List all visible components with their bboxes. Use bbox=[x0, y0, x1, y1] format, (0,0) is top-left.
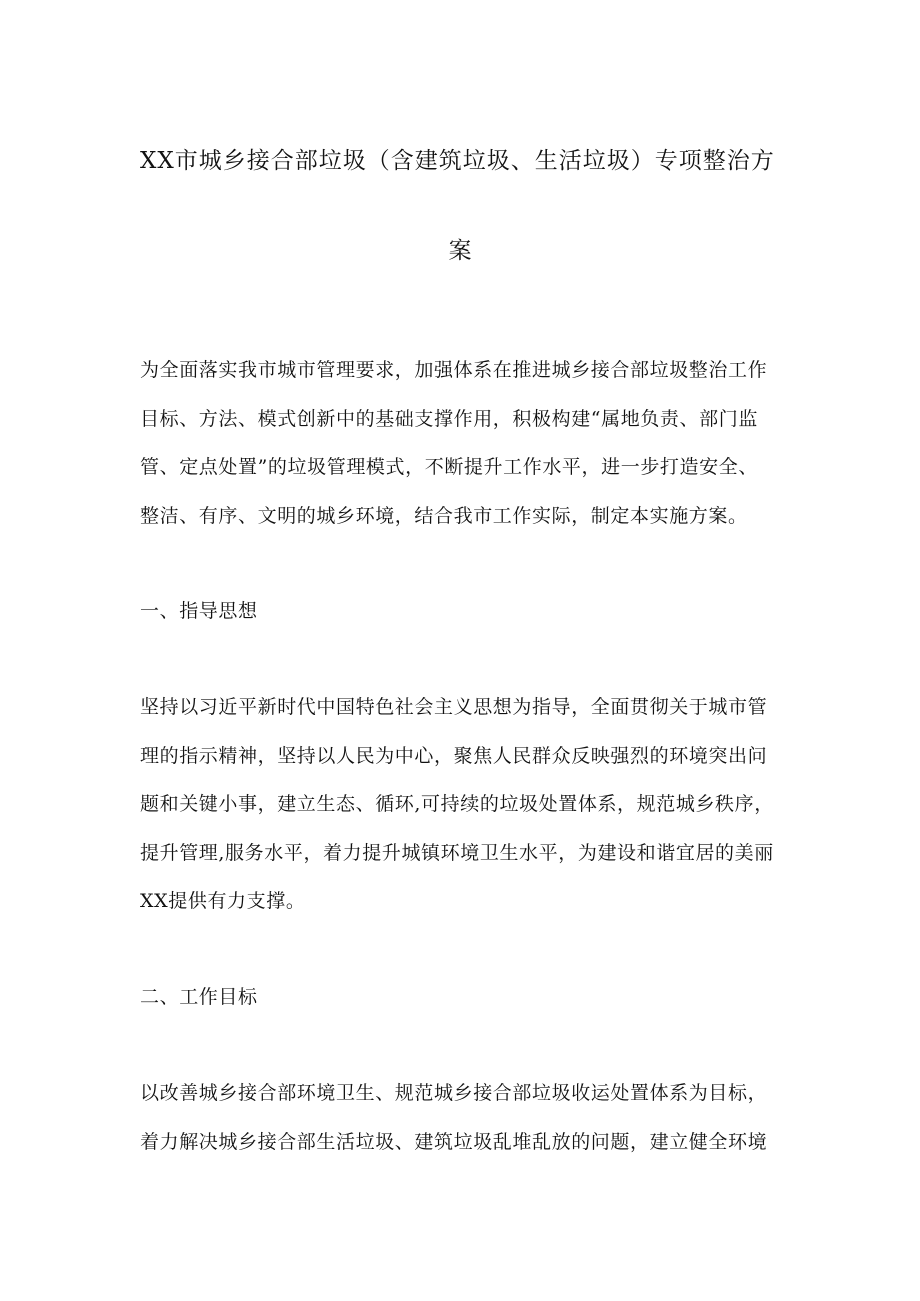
section1-line: 提升管理,服务水平，着力提升城镇环境卫生水平，为建设和谐宜居的美丽 bbox=[140, 841, 774, 864]
section2-line: 以改善城乡接合部环境卫生、规范城乡接合部垃圾收运处置体系为目标， bbox=[140, 1082, 768, 1104]
section1-paragraph bbox=[140, 683, 785, 926]
intro-line: 为全面落实我市城市管理要求，加强体系在推进城乡接合部垃圾整治工作 bbox=[140, 359, 768, 381]
intro-paragraph bbox=[140, 346, 785, 540]
section1-line: XX提供有力支撑。 bbox=[140, 890, 306, 912]
intro-line: 管、定点处置”的垃圾管理模式，不断提升工作水平，进一步打造安全、 bbox=[140, 456, 758, 478]
intro-line: 整洁、有序、文明的城乡环境，结合我市工作实际，制定本实施方案。 bbox=[140, 504, 748, 527]
section1-line: 坚持以习近平新时代中国特色社会主义思想为指导，全面贯彻关于城市管 bbox=[140, 696, 768, 718]
intro-line: 目标、方法、模式创新中的基础支撑作用，积极构建“属地负责、部门监 bbox=[140, 407, 758, 430]
document-title-line-1: XX市城乡接合部垃圾（含建筑垃圾、生活垃圾）专项整治方 bbox=[140, 148, 775, 174]
section1-line: 理的指示精神，坚持以人民为中心，聚焦人民群众反映强烈的环境突出问 bbox=[140, 744, 768, 767]
section-heading-guiding-ideology: 一、指导思想 bbox=[140, 600, 258, 622]
section2-paragraph bbox=[140, 1069, 785, 1166]
section-heading-work-objectives: 二、工作目标 bbox=[140, 986, 258, 1008]
document-title-line-3: 案 bbox=[448, 238, 472, 264]
section1-line: 题和关键小事，建立生态、循环,可持续的垃圾处置体系，规范城乡秩序， bbox=[140, 793, 774, 815]
section2-line: 着力解决城乡接合部生活垃圾、建筑垃圾乱堆乱放的问题，建立健全环境 bbox=[140, 1130, 768, 1153]
